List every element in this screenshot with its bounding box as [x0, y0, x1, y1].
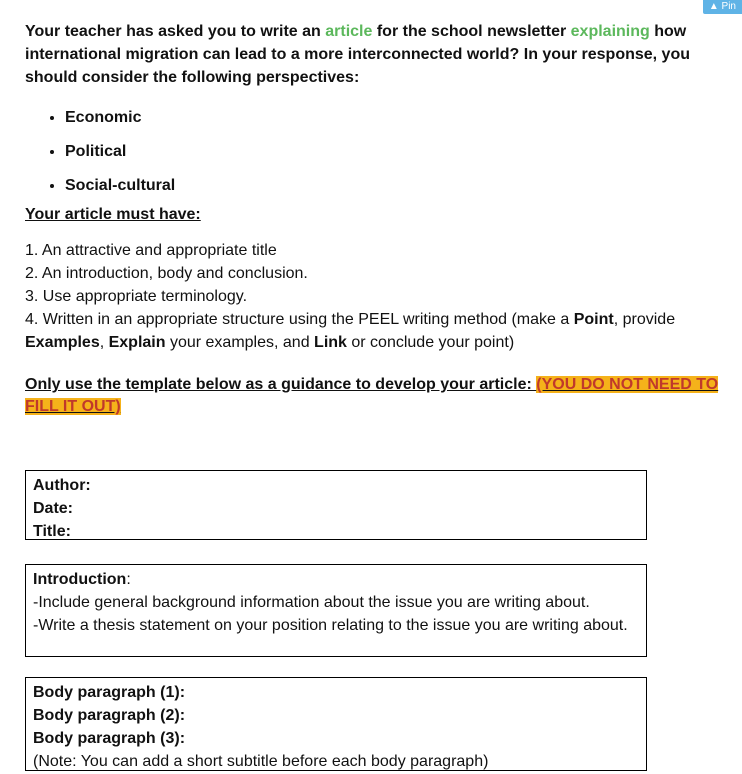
req-text: your examples, and: [165, 334, 315, 351]
introduction-line: -Include general background information about the issue you are writing about.: [33, 594, 590, 611]
prompt-keyword-explaining: explaining: [570, 23, 650, 40]
guidance-text: Only use the template below as a guidance to develop your article:: [25, 376, 537, 393]
introduction-colon: :: [126, 571, 131, 588]
requirement-item: 3. Use appropriate terminology.: [25, 288, 248, 305]
peel-explain: Explain: [108, 334, 166, 351]
list-item: • Political: [65, 135, 725, 169]
guidance-note: [25, 374, 725, 418]
date-label: Date:: [33, 500, 74, 517]
assignment-prompt: [25, 20, 725, 89]
peel-examples: Examples: [25, 334, 100, 351]
requirement-item: [25, 308, 725, 354]
body-paragraph-label: Body paragraph (1):: [33, 684, 186, 701]
body-paragraph-label: Body paragraph (3):: [33, 730, 186, 747]
document-page: [25, 20, 725, 418]
req-text: or conclude your point): [346, 334, 515, 351]
req-text: ,: [99, 334, 109, 351]
body-note: (Note: You can add a short subtitle before each body paragraph): [33, 753, 489, 770]
body-paragraph-label: Body paragraph (2):: [33, 707, 186, 724]
body-template-box: [25, 677, 647, 771]
requirements-list: [25, 239, 725, 354]
peel-point: Point: [573, 311, 614, 328]
introduction-label: Introduction: [33, 571, 127, 588]
title-label: Title:: [33, 523, 71, 540]
list-item: • Social-cultural: [65, 169, 725, 203]
pin-button[interactable]: ▲ Pin: [703, 0, 742, 14]
requirement-item: 2. An introduction, body and conclusion.: [25, 265, 308, 282]
peel-link: Link: [314, 334, 347, 351]
req-text: , provide: [613, 311, 676, 328]
list-item: • Economic: [65, 101, 725, 135]
author-label: Author:: [33, 477, 91, 494]
introduction-line: -Write a thesis statement on your position relating to the issue you are writing about.: [33, 617, 628, 634]
perspectives-list: [25, 101, 725, 203]
requirement-item: 1. An attractive and appropriate title: [25, 242, 277, 259]
prompt-text: how international migration can lead to a more interconnected world? In your response, you should consider the following perspectives:: [25, 23, 690, 86]
header-template-box: [25, 470, 647, 540]
prompt-text: for the school newsletter: [372, 23, 571, 40]
prompt-keyword-article: article: [325, 23, 373, 40]
guidance-highlight: (YOU DO NOT NEED TO FILL IT OUT): [25, 376, 719, 415]
requirements-heading: Your article must have:: [25, 206, 201, 223]
introduction-template-box: [25, 564, 647, 657]
prompt-text: Your teacher has asked you to write an: [25, 23, 326, 40]
introduction-heading: [33, 568, 639, 591]
req-text: 4. Written in an appropriate structure using the PEEL writing method (make a: [25, 311, 574, 328]
